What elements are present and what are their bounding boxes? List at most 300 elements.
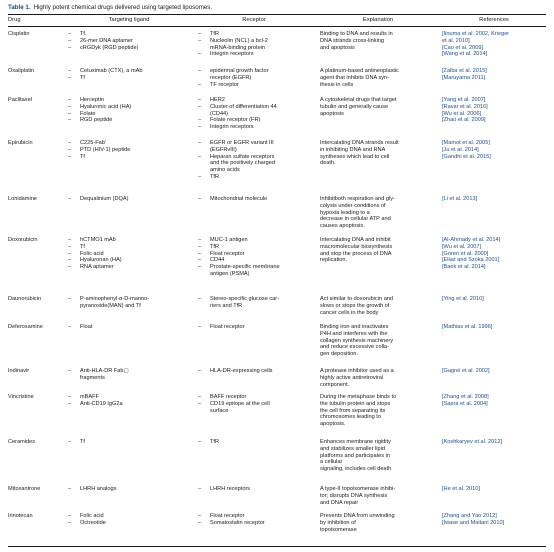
receptor-item: [198, 117, 310, 124]
explanation-line: tubulin and generally cause: [320, 103, 389, 110]
header-references: References: [479, 17, 509, 23]
receptor-text: Integrin receptors: [210, 51, 254, 58]
dash-bullet: –: [68, 74, 72, 81]
explanation-line: Binding to DNA and results in: [320, 31, 393, 37]
explanation-line: A cytoskeletal drugs that target: [320, 97, 397, 103]
drug-name: Daunorubicin: [8, 296, 41, 302]
receptor-item: [198, 368, 310, 375]
ligand-cell: [68, 394, 190, 408]
ligand-item: [68, 439, 190, 446]
ligand-text: Tf: [80, 243, 85, 250]
reference-citation: [Ravar et al. 2016]: [442, 103, 488, 110]
dash-bullet: –: [198, 153, 202, 160]
table-caption: [8, 4, 212, 12]
reference-citation: [Cao et al. 2009]: [442, 44, 484, 51]
explanation-line: by inhibition of: [320, 519, 356, 526]
explanation-line: platforms and participates in: [320, 452, 390, 459]
explanation-cell: [320, 140, 436, 167]
dash-bullet: –: [198, 296, 202, 302]
ligand-text: hCTMO1 mAb: [80, 237, 116, 243]
drug-cell: [8, 31, 64, 38]
dash-bullet: –: [68, 103, 72, 110]
ligand-item: [68, 45, 190, 52]
receptor-text: surface: [210, 407, 229, 414]
reference-citation: [Al-Ahmady et al. 2014]: [442, 237, 501, 243]
ligand-item: [68, 237, 190, 244]
explanation-cell: [320, 31, 436, 51]
explanation-line: hypoxia leading to a: [320, 209, 370, 216]
receptor-item: [198, 196, 310, 203]
receptor-text: Mitochondrial molecule: [210, 196, 268, 202]
ligand-cell: [68, 68, 190, 82]
dash-bullet: –: [68, 519, 72, 526]
dash-bullet: –: [198, 237, 202, 243]
ligand-text: RGD peptide: [80, 117, 113, 124]
receptor-item: [198, 104, 310, 118]
dash-bullet: –: [198, 31, 202, 37]
explanation-line: syntheses which lead to cell: [320, 153, 390, 160]
receptor-text: riers and TfR: [210, 302, 243, 309]
dash-bullet: –: [198, 519, 202, 526]
ligand-text: Tf: [80, 74, 85, 81]
drug-name: Ceramides: [8, 439, 36, 445]
receptor-text: mRNA-binding protein: [210, 44, 266, 51]
explanation-line: and reduce excessive colla-: [320, 344, 390, 351]
receptor-cell: [198, 486, 310, 493]
ligand-cell: [68, 368, 190, 382]
reference-citation: [Eliaz and Szoka 2001]: [442, 257, 500, 264]
drug-name: Vincristine: [8, 394, 34, 400]
ligand-text: C225-Fab’: [80, 140, 107, 146]
explanation-line: highly active antiretroviral: [320, 374, 384, 381]
receptor-item: [198, 244, 310, 251]
ligand-item: [68, 111, 190, 118]
ligand-text: Dequalinium (DQA): [80, 196, 129, 202]
ligand-item: [68, 401, 190, 408]
drug-name: Mitoxantrone: [8, 486, 41, 492]
explanation-cell: [320, 237, 436, 264]
explanation-cell: [320, 513, 436, 533]
ligand-text: Octreotide: [80, 519, 106, 526]
references-cell: [442, 368, 546, 375]
ligand-cell: [68, 324, 190, 331]
ligand-item: [68, 38, 190, 45]
receptor-item: [198, 394, 310, 401]
receptor-text: receptor (EGFR): [210, 74, 252, 81]
ligand-item: [68, 513, 190, 520]
dash-bullet: –: [68, 243, 72, 250]
ligand-cell: [68, 439, 190, 446]
explanation-line: the tubulin protein and stops: [320, 400, 391, 407]
receptor-text: CD19 epitope at the cell: [210, 400, 270, 407]
ligand-item: [68, 324, 190, 331]
explanation-line: gen deposition.: [320, 351, 358, 357]
drug-cell: [8, 196, 64, 203]
receptor-cell: [198, 296, 310, 310]
explanation-line: and stabilizes smaller lipid: [320, 445, 385, 452]
references-cell: [442, 140, 546, 160]
receptor-text: antigen (PSMA): [210, 270, 250, 277]
receptor-item: [198, 401, 310, 415]
dash-bullet: –: [68, 368, 72, 374]
receptor-item: [198, 251, 310, 258]
ligand-cell: [68, 97, 190, 124]
ligand-text: Anti-HLA-DR Fab▢: [80, 368, 129, 374]
reference-citation: [Yang et al. 2007]: [442, 97, 486, 103]
reference-citation: [Ju et al. 2014]: [442, 146, 479, 153]
receptor-item: [198, 520, 310, 527]
header-drug: Drug: [8, 17, 21, 23]
receptor-text: Float receptor: [210, 250, 245, 257]
receptor-text: TfR: [210, 243, 220, 250]
dash-bullet: –: [198, 400, 202, 407]
dash-bullet: –: [68, 513, 72, 519]
ligand-text: Folic acid: [80, 250, 104, 257]
ligand-item: [68, 296, 190, 310]
dash-bullet: –: [68, 140, 72, 146]
receptor-text: Float receptor: [210, 513, 245, 519]
reference-citation: [Wang et al. 2014]: [442, 51, 488, 58]
dash-bullet: –: [68, 264, 72, 270]
ligand-item: [68, 147, 190, 154]
reference-citation: [Li et al. 2013]: [442, 196, 478, 202]
receptor-text: BAFF receptor: [210, 394, 247, 400]
explanation-line: apoptosis: [320, 110, 344, 117]
receptor-text: and the positively charged: [210, 160, 275, 167]
drug-cell: [8, 513, 64, 520]
explanation-line: and apoptosis: [320, 44, 355, 51]
receptor-text: HLA-DR-expressing cells: [210, 368, 273, 374]
receptor-cell: [198, 368, 310, 375]
receptor-text: Cluster of differentiation 44: [210, 103, 277, 110]
ligand-cell: [68, 513, 190, 527]
receptor-text: Nucleolin (NCL) a bcl-2: [210, 37, 268, 44]
references-cell: [442, 394, 546, 408]
reference-citation: [Koshkaryev et al. 2012]: [442, 439, 503, 445]
ligand-item: [68, 251, 190, 258]
ligand-text: fragments: [80, 374, 105, 381]
dash-bullet: –: [68, 37, 72, 44]
explanation-line: chromosomes leading to: [320, 414, 381, 421]
dash-bullet: –: [68, 237, 72, 243]
explanation-line: Prevents DNA from unwinding: [320, 513, 395, 519]
ligand-text: P-aminophenyl-α-D-manno-: [80, 296, 150, 302]
ligand-item: [68, 140, 190, 147]
ligand-item: [68, 368, 190, 382]
drug-cell: [8, 439, 64, 446]
explanation-line: topoisomerase: [320, 526, 357, 533]
references-cell: [442, 324, 546, 331]
receptor-item: [198, 124, 310, 131]
dash-bullet: –: [68, 324, 72, 330]
explanation-line: collagen synthesis machinery: [320, 337, 394, 344]
receptor-item: [198, 486, 310, 493]
drug-name: Irinotecan: [8, 513, 33, 519]
receptor-item: [198, 31, 310, 38]
table-caption-label: Table 1.: [8, 4, 31, 11]
receptor-text: (EGFRvIII): [210, 146, 237, 153]
explanation-line: in inhibiting DNA and RNA: [320, 146, 386, 153]
receptor-text: Heparan sulfate receptors: [210, 153, 275, 160]
explanation-line: and stop the process of DNA: [320, 250, 392, 257]
drug-name: Indinavir: [8, 368, 30, 374]
explanation-cell: [320, 68, 436, 88]
ligand-text: Folic acid: [80, 513, 104, 519]
ligand-text: LHRH analogs: [80, 486, 117, 492]
ligand-item: [68, 196, 190, 203]
references-cell: [442, 31, 546, 58]
explanation-line: During the metaphase binds to: [320, 394, 397, 400]
receptor-text: MUC-1 antigen: [210, 237, 248, 243]
drug-name: Paclitaxel: [8, 97, 32, 103]
receptor-cell: [198, 394, 310, 414]
ligand-text: 26-mer DNA aptamer: [80, 37, 133, 44]
receptor-cell: [198, 97, 310, 131]
dash-bullet: –: [68, 400, 72, 407]
explanation-cell: [320, 196, 436, 230]
reference-citation: [Maruyama 2011]: [442, 74, 486, 81]
explanation-line: thesis in cells: [320, 81, 354, 88]
ligand-text: Herceptin: [80, 97, 104, 103]
dash-bullet: –: [68, 117, 72, 124]
drug-name: Epirubicin: [8, 140, 33, 146]
explanation-line: slows or stops the growth of: [320, 302, 390, 309]
ligand-cell: [68, 31, 190, 51]
receptor-item: [198, 264, 310, 278]
dash-bullet: –: [68, 439, 72, 445]
ligand-text: Cetuximab (CTX), a mAb: [80, 68, 143, 74]
ligand-text: Anti-CD19 IgG2a: [80, 400, 123, 407]
dash-bullet: –: [198, 486, 202, 492]
ligand-text: Hyaluronan (HA): [80, 257, 122, 264]
dash-bullet: –: [198, 103, 202, 110]
receptor-item: [198, 513, 310, 520]
dash-bullet: –: [68, 110, 72, 117]
explanation-line: the cell from separating its: [320, 407, 386, 414]
explanation-line: death.: [320, 160, 336, 167]
drug-cell: [8, 486, 64, 493]
reference-citation: [Zhang et al. 2008]: [442, 394, 489, 400]
drug-cell: [8, 68, 64, 75]
receptor-item: [198, 324, 310, 331]
explanation-line: Binding iron and inactivates: [320, 324, 389, 330]
reference-citation: [Zalba et al. 2015]: [442, 68, 487, 74]
table-caption-text: Highly potent chemical drugs delivered using targeted liposomes.: [33, 4, 213, 11]
reference-citation: [Iwase and Maitani 2010]: [442, 519, 505, 526]
dash-bullet: –: [68, 296, 72, 302]
dash-bullet: –: [198, 264, 202, 270]
receptor-cell: [198, 68, 310, 88]
dash-bullet: –: [68, 394, 72, 400]
dash-bullet: –: [198, 368, 202, 374]
ligand-item: [68, 257, 190, 264]
reference-citation: [Gandhi et al. 2015]: [442, 153, 491, 160]
reference-citation: [Iinuma et al. 2002, Krieger: [442, 31, 510, 37]
dash-bullet: –: [198, 51, 202, 58]
ligand-text: PTD (HIV-1) peptide: [80, 146, 131, 153]
dash-bullet: –: [198, 243, 202, 250]
dash-bullet: –: [68, 250, 72, 257]
drug-cell: [8, 368, 64, 375]
drug-cell: [8, 140, 64, 147]
explanation-line: cancer cells in the body: [320, 309, 379, 316]
receptor-item: [198, 257, 310, 264]
ligand-cell: [68, 486, 190, 493]
dash-bullet: –: [198, 37, 202, 44]
receptor-item: [198, 38, 310, 52]
reference-citation: [Mamot et al. 2005]: [442, 140, 490, 146]
drug-name: Deferoxamine: [8, 324, 43, 330]
receptor-text: amino acids: [210, 167, 240, 173]
receptor-text: (CD44): [210, 110, 229, 117]
reference-citation: [Baek et al. 2014]: [442, 264, 486, 270]
explanation-line: component.: [320, 381, 350, 388]
explanation-line: tor; disrupts DNA synthesis: [320, 492, 388, 499]
ligand-text: Float: [80, 324, 93, 330]
explanation-cell: [320, 439, 436, 473]
receptor-text: CD44: [210, 257, 225, 264]
dash-bullet: –: [198, 81, 202, 88]
dash-bullet: –: [68, 146, 72, 153]
reference-citation: [He et al. 2010]: [442, 486, 480, 492]
dash-bullet: –: [68, 44, 72, 51]
receptor-text: epidermal growth factor: [210, 68, 269, 74]
drug-name: Cisplatin: [8, 31, 30, 37]
explanation-line: Inhibitboth respiration and gly-: [320, 196, 395, 202]
explanation-line: A type-II topoisomerase inhibi-: [320, 486, 396, 492]
dash-bullet: –: [198, 324, 202, 330]
explanation-line: macromolecular biosynthesis: [320, 243, 393, 250]
references-cell: [442, 97, 546, 124]
receptor-item: [198, 140, 310, 154]
explanation-line: A protease inhibitor used as a: [320, 368, 394, 374]
receptor-item: [198, 439, 310, 446]
explanation-line: agent that inhibits DNA syn-: [320, 74, 390, 81]
ligand-cell: [68, 140, 190, 160]
drug-cell: [8, 324, 64, 331]
explanation-line: apoptosis.: [320, 421, 346, 427]
receptor-text: Stereo-specific glucose car-: [210, 296, 280, 302]
ligand-text: mBAFF: [80, 394, 99, 400]
receptor-text: Folate receptor (FR): [210, 117, 261, 124]
dash-bullet: –: [198, 196, 202, 202]
ligand-text: RNA aptamer: [80, 264, 114, 270]
ligand-item: [68, 394, 190, 401]
reference-citation: [Wu et al. 2007]: [442, 243, 482, 250]
receptor-cell: [198, 513, 310, 527]
receptor-text: LHRH receptors: [210, 486, 251, 492]
explanation-line: and DNA repair: [320, 499, 359, 506]
references-cell: [442, 439, 546, 446]
receptor-text: TfR: [210, 439, 220, 445]
explanation-line: decrease in cellular ATP and: [320, 216, 391, 223]
ligand-item: [68, 68, 190, 75]
explanation-line: DNA strands cross-linking: [320, 37, 385, 44]
explanation-cell: [320, 394, 436, 428]
drug-cell: [8, 97, 64, 104]
explanation-cell: [320, 97, 436, 117]
ligand-item: [68, 264, 190, 271]
receptor-cell: [198, 31, 310, 58]
receptor-text: Integrin receptors: [210, 124, 254, 130]
ligand-item: [68, 104, 190, 111]
receptor-cell: [198, 439, 310, 446]
dash-bullet: –: [198, 250, 202, 257]
receptor-item: [198, 51, 310, 58]
ligand-item: [68, 97, 190, 104]
dash-bullet: –: [198, 257, 202, 264]
receptor-text: TfR: [210, 173, 220, 180]
ligand-text: pyranoside(MAN) and Tf: [80, 302, 141, 309]
header-receptor: Receptor: [242, 17, 266, 23]
receptor-item: [198, 296, 310, 310]
ligand-text: cRGDyk (RGD peptide): [80, 44, 139, 51]
dash-bullet: –: [198, 124, 202, 130]
header-explanation: Explanation: [362, 17, 394, 23]
header-targeting-ligand: Targeting ligand: [108, 17, 150, 23]
dash-bullet: –: [68, 257, 72, 264]
bottom-rule: [8, 546, 546, 547]
dash-bullet: –: [68, 486, 72, 492]
reference-citation: [Ying et al. 2010]: [442, 296, 484, 302]
receptor-cell: [198, 196, 310, 203]
ligand-text: Hyaluronic acid (HA): [80, 103, 132, 110]
explanation-line: A platinum-based antineoplastic: [320, 68, 399, 74]
dash-bullet: –: [198, 117, 202, 124]
receptor-text: TF receptor: [210, 81, 239, 88]
references-cell: [442, 486, 546, 493]
receptor-text: EGFR or EGFR variant III: [210, 140, 274, 146]
ligand-item: [68, 486, 190, 493]
ligand-text: Folate: [80, 110, 96, 117]
ligand-item: [68, 244, 190, 251]
ligand-cell: [68, 296, 190, 310]
reference-citation: et al. 2010]: [442, 37, 470, 44]
receptor-text: HER2: [210, 97, 225, 103]
header-rule: [8, 26, 546, 27]
dash-bullet: –: [198, 439, 202, 445]
receptor-text: Float receptor: [210, 324, 245, 330]
dash-bullet: –: [198, 68, 202, 74]
drug-cell: [8, 394, 64, 401]
ligand-item: [68, 154, 190, 161]
dash-bullet: –: [198, 140, 202, 146]
reference-citation: [Goren et al. 2000]: [442, 250, 489, 257]
reference-citation: [Zhang and Yao 2012]: [442, 513, 497, 519]
explanation-line: P4H and interferes with the: [320, 330, 388, 337]
explanation-cell: [320, 486, 436, 506]
explanation-line: Intercalating DNA and inhibit: [320, 237, 391, 243]
drug-cell: [8, 296, 64, 303]
reference-citation: [Gagné et al. 2002]: [442, 368, 490, 374]
dash-bullet: –: [198, 173, 202, 180]
drug-name: Oxaliplatin: [8, 68, 35, 74]
receptor-text: TfR: [210, 31, 220, 37]
dash-bullet: –: [68, 97, 72, 103]
receptor-item: [198, 97, 310, 104]
drug-name: Lonidamine: [8, 196, 37, 202]
ligand-text: Tf: [80, 153, 85, 160]
dash-bullet: –: [198, 394, 202, 400]
receptor-item: [198, 154, 310, 174]
ligand-item: [68, 75, 190, 82]
top-rule: [8, 14, 546, 15]
reference-citation: [Mathias et al. 1996]: [442, 324, 493, 330]
drug-cell: [8, 237, 64, 244]
explanation-line: Enhances membrane rigidity: [320, 439, 391, 445]
references-cell: [442, 513, 546, 527]
dash-bullet: –: [198, 513, 202, 519]
